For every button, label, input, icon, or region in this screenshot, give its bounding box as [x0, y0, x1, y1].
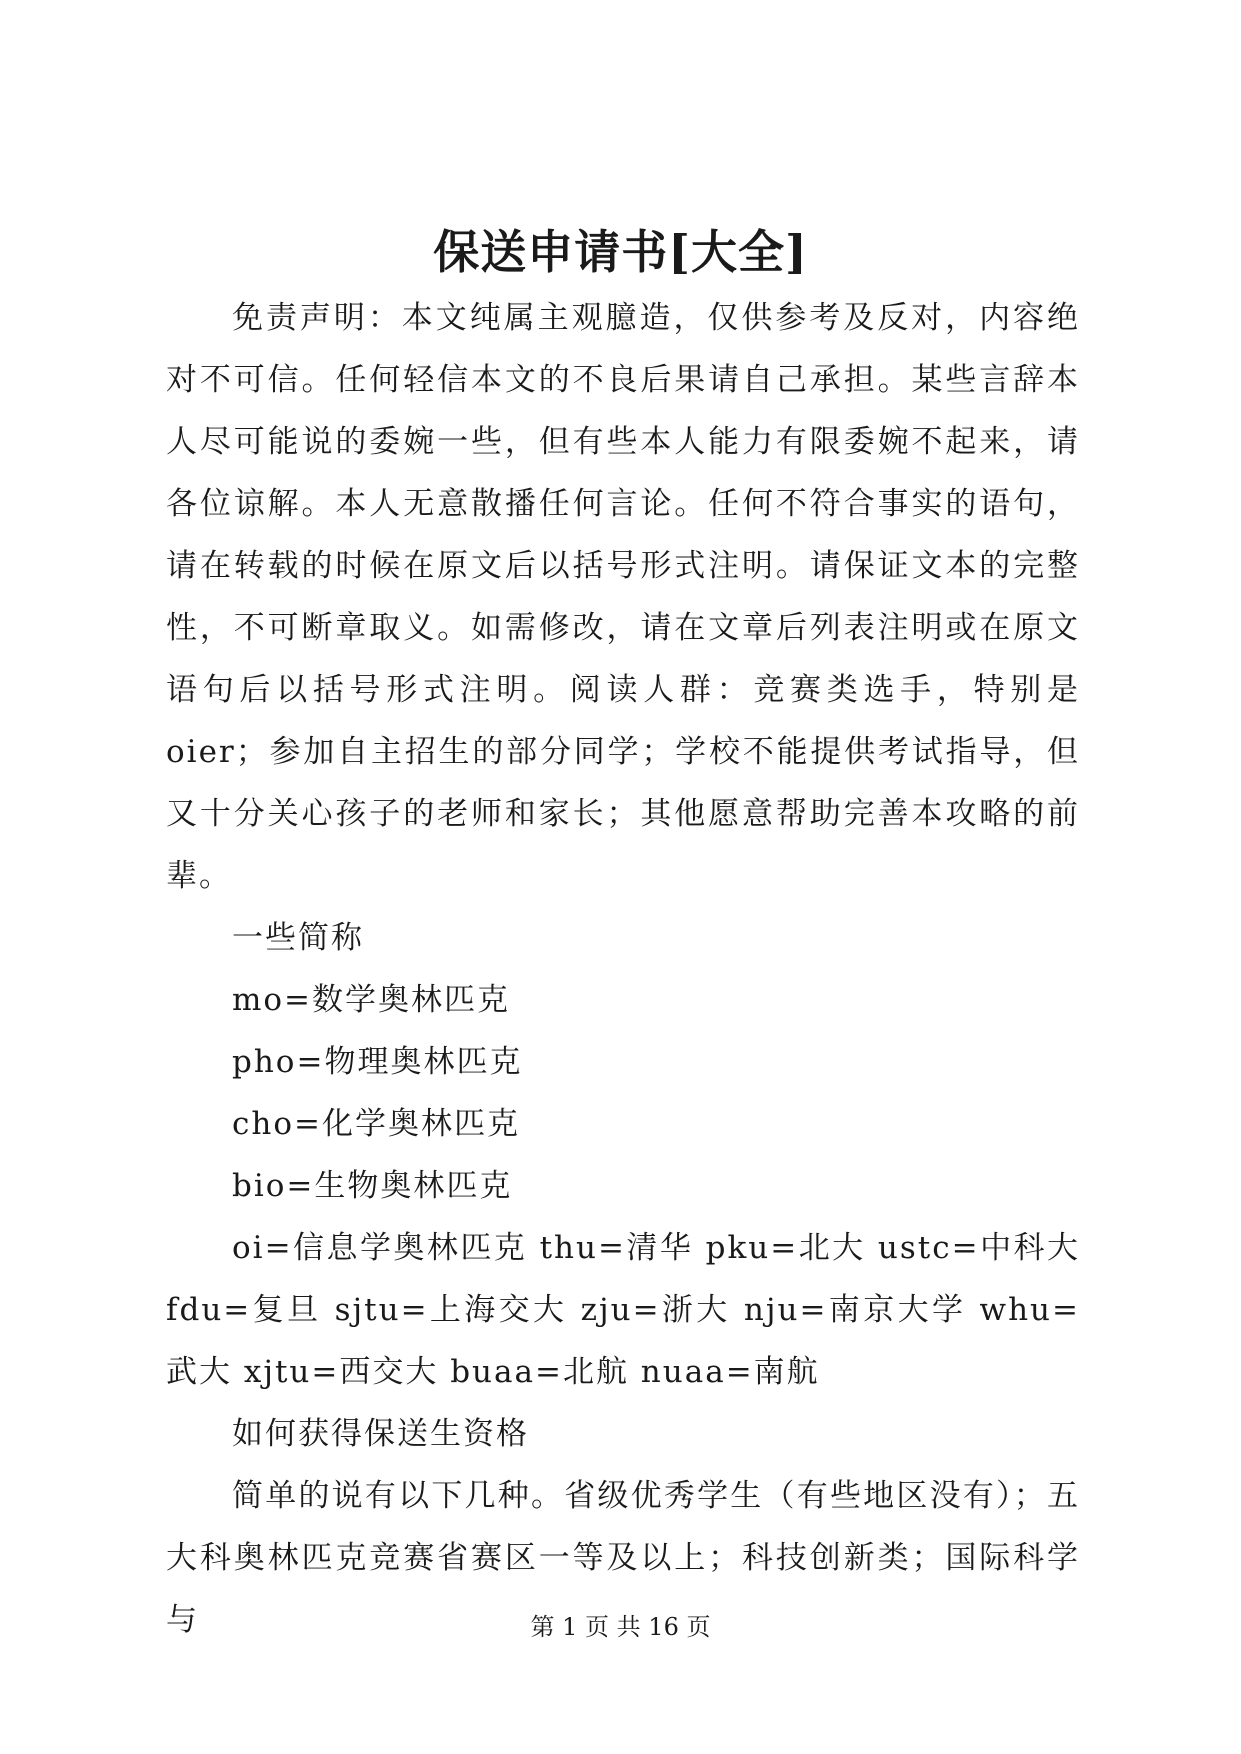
paragraph-abbreviations-heading: 一些简称 — [232, 920, 364, 956]
paragraph-abbr-bio: bio=生物奥林匹克 — [232, 1168, 513, 1204]
paragraph-qualification-body: 简单的说有以下几种。省级优秀学生（有些地区没有）；五大科奥林匹克竞赛省赛区一等及以上；科技创新类；国际科学与 — [166, 1478, 1080, 1638]
page-footer: 第 1 页 共 16 页 — [530, 1613, 711, 1641]
paragraph-qualification-heading: 如何获得保送生资格 — [232, 1416, 529, 1452]
paragraph-abbr-pho: pho=物理奥林匹克 — [232, 1044, 523, 1080]
document-body — [166, 287, 1080, 1651]
paragraph-abbr-mo: mo=数学奥林匹克 — [232, 982, 511, 1018]
paragraph-abbr-schools: oi=信息学奥林匹克 thu=清华 pku=北大 ustc=中科大 fdu=复旦 sjtu=上海交大 zju=浙大 nju=南京大学 whu=武大 xjtu=西交大 buaa=北航 nuaa=南航 — [166, 1230, 1080, 1390]
paragraph-disclaimer: 免责声明：本文纯属主观臆造，仅供参考及反对，内容绝对不可信。任何轻信本文的不良后果请自己承担。某些言辞本人尽可能说的委婉一些，但有些本人能力有限委婉不起来，请各位谅解。本人无意散播任何言论。任何不符合事实的语句，请在转载的时候在原文后以括号形式注明。请保证文本的完整性，不可断章取义。如需修改，请在文章后列表注明或在原文语句后以括号形式注明。阅读人群：竞赛类选手，特别是oier；参加自主招生的部分同学；学校不能提供考试指导，但又十分关心孩子的老师和家长；其他愿意帮助完善本攻略的前辈。 — [166, 300, 1080, 894]
paragraph-abbr-cho: cho=化学奥林匹克 — [232, 1106, 520, 1142]
document-title: 保送申请书[大全] — [433, 225, 808, 279]
